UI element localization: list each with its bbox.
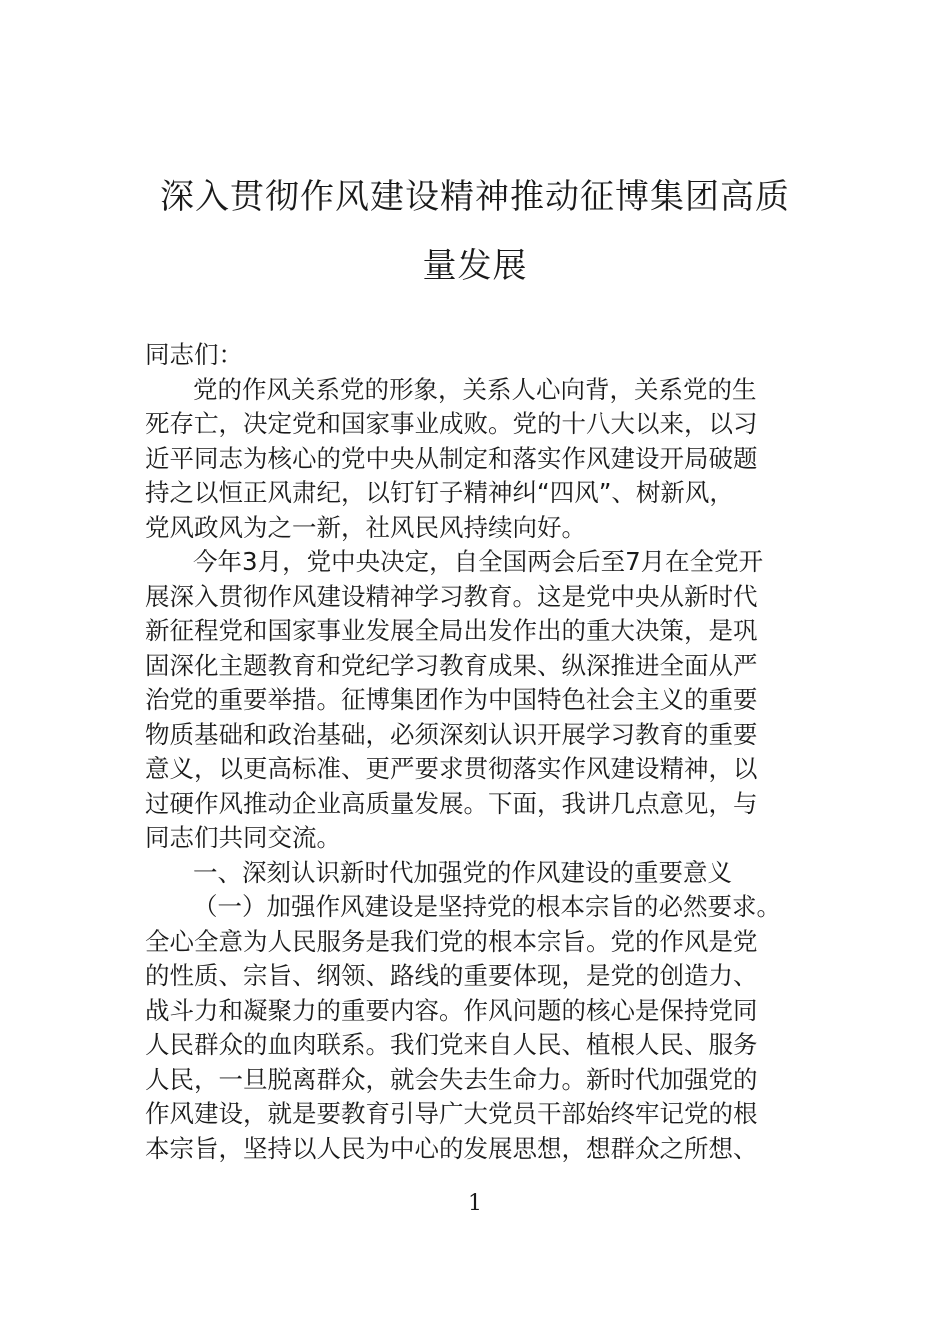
document-title-line-2: 量发展 bbox=[422, 246, 528, 286]
paragraph-line: 作风建设，就是要教育引导广大党员干部始终牢记党的根 bbox=[145, 1099, 758, 1128]
paragraph-line: 本宗旨，坚持以人民为中心的发展思想，想群众之所想、 bbox=[145, 1133, 758, 1163]
document-body bbox=[145, 338, 815, 1166]
paragraph-line: 新征程党和国家事业发展全局出发作出的重大决策，是巩 bbox=[145, 616, 758, 645]
section-heading: 一、深刻认识新时代加强党的作风建设的重要意义 bbox=[193, 857, 732, 887]
salutation: 同志们： bbox=[145, 340, 243, 369]
paragraph-line: 人民群众的血肉联系。我们党来自人民、植根人民、服务 bbox=[145, 1030, 758, 1059]
subsection-heading: （一）加强作风建设是坚持党的根本宗旨的必然要求。 bbox=[193, 892, 781, 921]
paragraph-line: 人民，一旦脱离群众，就会失去生命力。新时代加强党的 bbox=[145, 1064, 758, 1094]
paragraph-line: 今年3月，党中央决定，自全国两会后至7月在全党开 bbox=[193, 547, 764, 576]
paragraph-line: 全心全意为人民服务是我们党的根本宗旨。党的作风是党 bbox=[145, 926, 758, 956]
paragraph-line: 战斗力和凝聚力的重要内容。作风问题的核心是保持党同 bbox=[145, 995, 758, 1025]
paragraph-line: 意义，以更高标准、更严要求贯彻落实作风建设精神，以 bbox=[145, 754, 758, 783]
paragraph-line: 死存亡，决定党和国家事业成败。党的十八大以来，以习 bbox=[145, 409, 758, 438]
paragraph-line: 过硬作风推动企业高质量发展。下面，我讲几点意见，与 bbox=[145, 788, 758, 818]
paragraph-line: 同志们共同交流。 bbox=[145, 823, 341, 852]
page-number: 1 bbox=[468, 1191, 482, 1216]
paragraph-line: 近平同志为核心的党中央从制定和落实作风建设开局破题 bbox=[145, 443, 758, 473]
paragraph-line: 党的作风关系党的形象，关系人心向背，关系党的生 bbox=[193, 374, 757, 404]
paragraph-line: 的性质、宗旨、纲领、路线的重要体现，是党的创造力、 bbox=[145, 961, 758, 990]
paragraph-line: 物质基础和政治基础，必须深刻认识开展学习教育的重要 bbox=[145, 719, 758, 749]
paragraph-line: 治党的重要举措。征博集团作为中国特色社会主义的重要 bbox=[145, 685, 758, 714]
paragraph-line: 持之以恒正风肃纪，以钉钉子精神纠“四风”、树新风， bbox=[145, 478, 734, 507]
document-title-line-1: 深入贯彻作风建设精神推动征博集团高质 bbox=[160, 177, 790, 217]
paragraph-line: 固深化主题教育和党纪学习教育成果、纵深推进全面从严 bbox=[145, 650, 758, 680]
paragraph-line: 党风政风为之一新，社风民风持续向好。 bbox=[145, 512, 586, 542]
paragraph-line: 展深入贯彻作风建设精神学习教育。这是党中央从新时代 bbox=[145, 581, 758, 611]
